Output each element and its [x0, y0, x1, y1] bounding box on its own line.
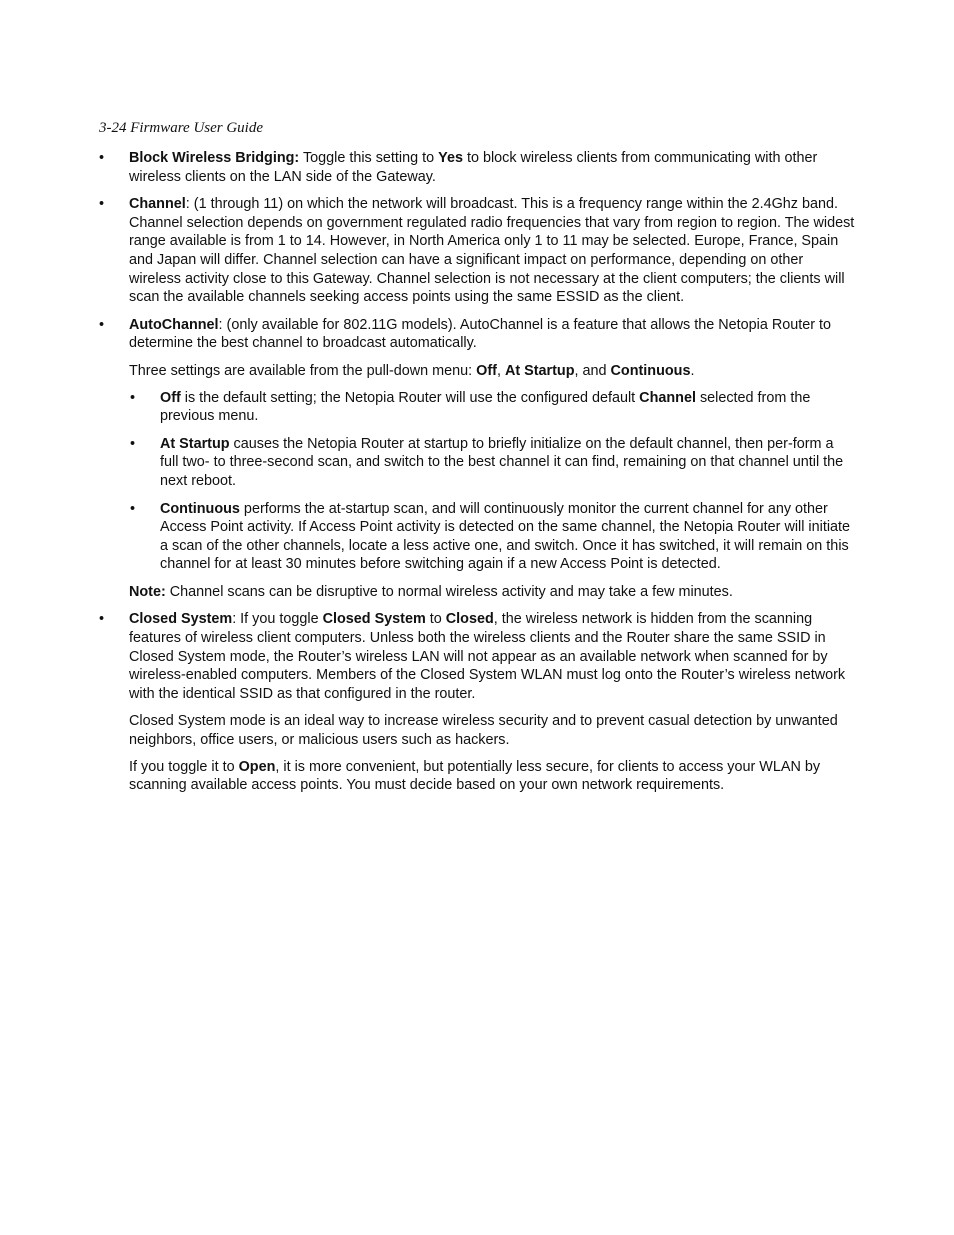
- term-channel: Channel: [129, 196, 186, 213]
- list-item-channel: • Channel: (1 through 11) on which the network will broadcast. This is a frequency range within the 2.4Ghz band. Channel selection depends on government regulated radio frequencies that vary from region to region. The widest range available is from 1 to 14. However, in North America only 1 to 11 may be selected. Europe, France, Spain and Japan will differ. Channel selection can have a significant impact on performance, depending on other wireless activity close to this Gateway. Channel selection is not necessary at the client computers; the clients will scan the available channels seeking access points using the same ESSID as the client.: [99, 196, 855, 306]
- list-item-autochannel: • AutoChannel: (only available for 802.11G models). AutoChannel is a feature that allows the Netopia Router to determine the best channel to broadcast automatically.: [99, 316, 832, 352]
- bullet: •: [99, 316, 105, 333]
- sub-item-off: • Off is the default setting; the Netopia Router will use the configured default Channel selected from the previous menu.: [130, 389, 811, 425]
- term-at-startup: At Startup: [160, 435, 230, 452]
- term-off: Off: [160, 389, 181, 406]
- list-item-block-wireless-bridging: • Block Wireless Bridging: Toggle this setting to Yes to block wireless clients from communicating with other wireless clients on the LAN side of the Gateway.: [99, 150, 818, 185]
- closed-system-paragraph-2: Closed System mode is an ideal way to increase wireless security and to prevent casual detection by unwanted neighbors, office users, or malicious users such as hackers.: [129, 713, 838, 749]
- sub-item-continuous: • Continuous performs the at-startup scan, and will continuously monitor the current channel for any other Access Point activity. If Access Point activity is detected on the same channel, the Netopia Router will initiate a scan of the other channels, locate a less active one, and switch. Once it has switched, it will remain on this channel for at least 30 minutes before switching again if a new Access Point is detected.: [130, 500, 851, 573]
- bullet: •: [99, 150, 105, 166]
- note-paragraph: Note: Channel scans can be disruptive to normal wireless activity and may take a few minutes.: [129, 583, 733, 600]
- term-block-wireless-bridging: Block Wireless Bridging:: [129, 150, 300, 166]
- bullet: •: [99, 196, 105, 213]
- term-closed-system: Closed System: [129, 611, 233, 628]
- note-label: Note:: [129, 583, 166, 600]
- term-autochannel: AutoChannel: [129, 316, 219, 333]
- bullet: •: [130, 389, 136, 406]
- page-content: [99, 149, 855, 803]
- bullet: •: [130, 435, 136, 452]
- autochannel-settings-paragraph: Three settings are available from the pull-down menu: Off, At Startup, and Continuous.: [129, 362, 695, 379]
- bullet: •: [130, 500, 136, 517]
- sub-item-at-startup: • At Startup causes the Netopia Router at startup to briefly initialize on the default channel, then per-form a full two- to three-second scan, and switch to the best channel it can find, remaining on that channel until the next reboot.: [130, 435, 844, 489]
- page-header: 3-24 Firmware User Guide: [99, 120, 264, 136]
- list-item-closed-system: • Closed System: If you toggle Closed System to Closed, the wireless network is hidden from the scanning features of wireless client computers. Unless both the wireless clients and the Router share the same SSID in Closed System mode, the Router’s wireless LAN will not appear as an available network when scanned for by wireless-enabled computers. Members of the Closed System WLAN must log onto the Router’s wireless network with the identical SSID as that configured in the router.: [99, 611, 846, 702]
- bullet: •: [99, 611, 105, 628]
- closed-system-paragraph-3: If you toggle it to Open, it is more convenient, but potentially less secure, for clients to access your WLAN by scanning available access points. You must decide based on your own network requirements.: [129, 758, 821, 794]
- term-continuous: Continuous: [160, 500, 240, 517]
